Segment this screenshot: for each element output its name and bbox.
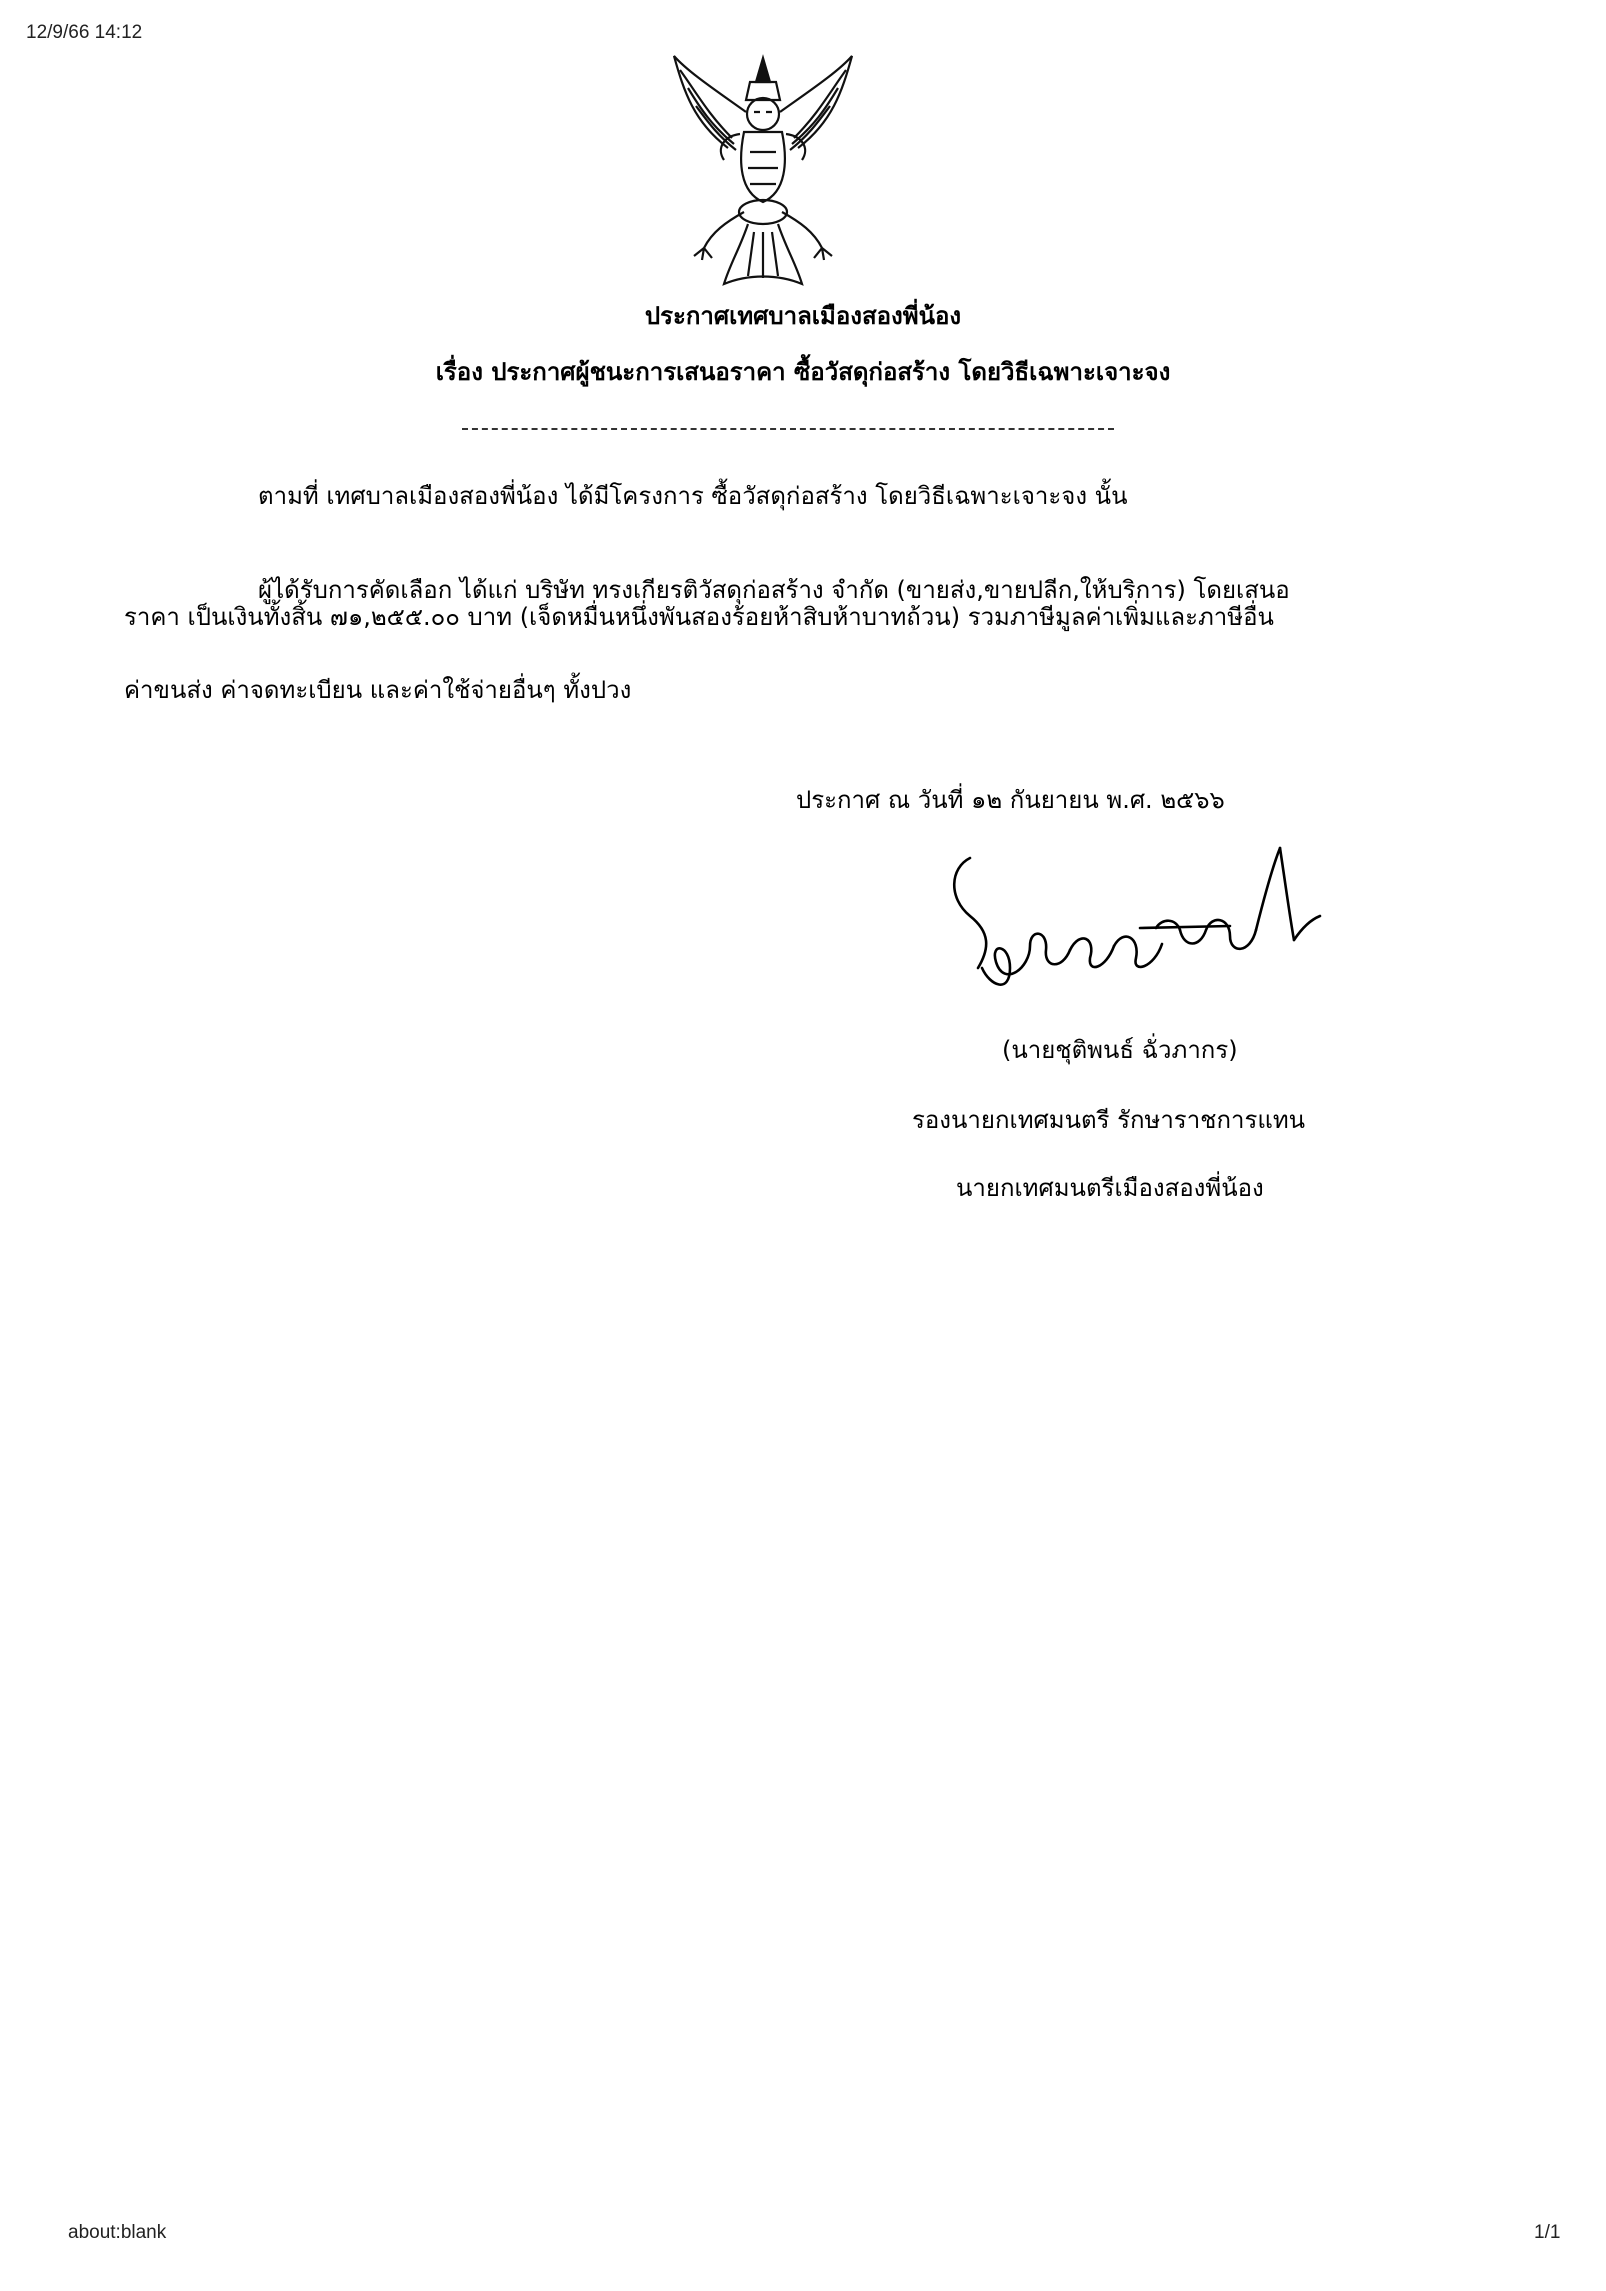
print-timestamp: 12/9/66 14:12 [26,22,143,43]
signatory-position: นายกเทศมนตรีเมืองสองพี่น้อง [956,1174,1264,1202]
print-url: about:blank [68,2222,167,2243]
signatory-name: (นายชุติพนธ์ ฉั่วภากร) [1002,1036,1238,1064]
signatory-position: รองนายกเทศมนตรี รักษาราชการแทน [912,1106,1306,1134]
dashed-divider [462,428,1114,430]
body-paragraph-line: ตามที่ เทศบาลเมืองสองพี่น้อง ได้มีโครงการ ซื้อวัสดุก่อสร้าง โดยวิธีเฉพาะเจาะจง นั้น [258,482,1128,510]
print-page-number: 1/1 [1534,2222,1561,2243]
garuda-emblem-icon [668,52,858,292]
announcement-subject: เรื่อง ประกาศผู้ชนะการเสนอราคา ซื้อวัสดุก่อสร้าง โดยวิธีเฉพาะเจาะจง [435,358,1171,386]
body-paragraph-line: ผู้ได้รับการคัดเลือก ได้แก่ บริษัท ทรงเกียรติวัสดุก่อสร้าง จำกัด (ขายส่ง,ขายปลีก,ให้บริการ) โดยเสนอ [258,576,1290,604]
announcement-date: ประกาศ ณ วันที่ ๑๒ กันยายน พ.ศ. ๒๕๖๖ [796,786,1225,814]
body-paragraph-line: ราคา เป็นเงินทั้งสิ้น ๗๑,๒๕๕.๐๐ บาท (เจ็ดหมื่นหนึ่งพันสองร้อยห้าสิบห้าบาทถ้วน) รวมภาษีมูลค่าเพิ่มและภาษีอื่น [124,603,1274,631]
body-paragraph-line: ค่าขนส่ง ค่าจดทะเบียน และค่าใช้จ่ายอื่นๆ ทั้งปวง [124,676,632,704]
announcement-title: ประกาศเทศบาลเมืองสองพี่น้อง [644,302,962,330]
handwritten-signature [930,818,1350,1008]
